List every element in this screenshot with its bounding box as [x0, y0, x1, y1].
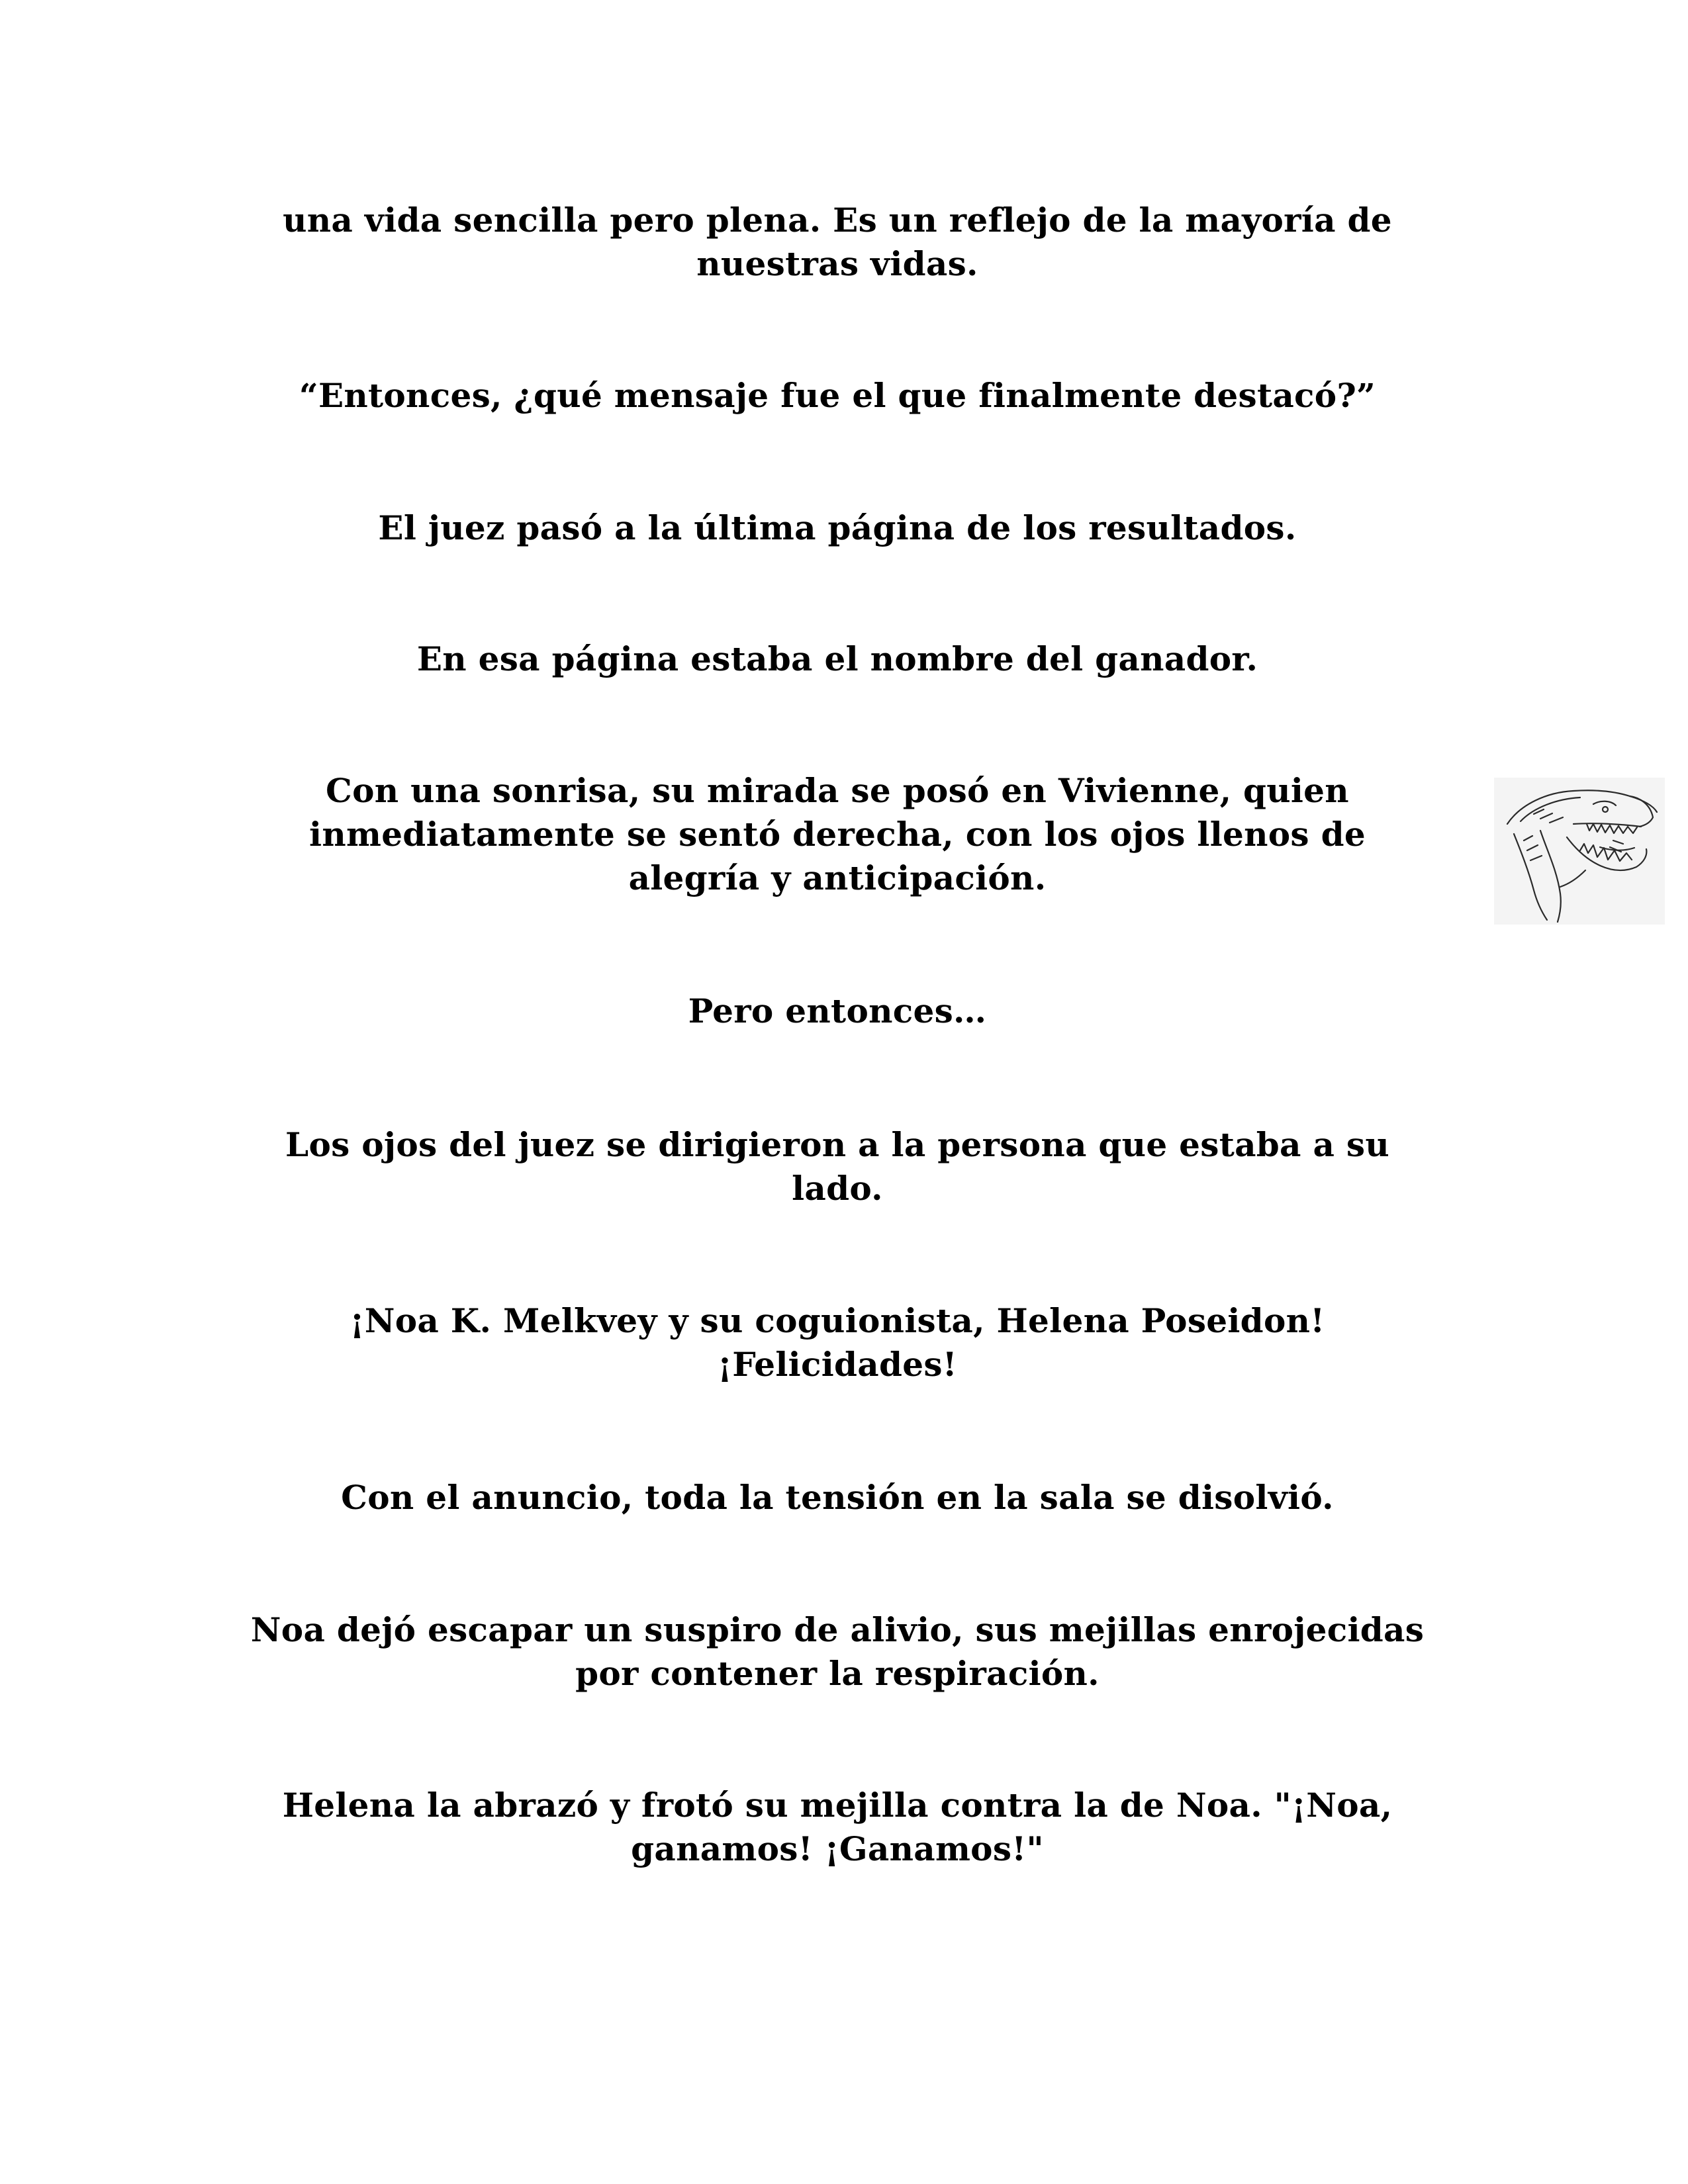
paragraph-line: Con una sonrisa, su mirada se posó en Vivienne, quien — [326, 771, 1349, 810]
paragraph-3 — [199, 506, 1476, 550]
paragraph-line: ¡Felicidades! — [717, 1345, 958, 1384]
paragraph-8 — [199, 1299, 1476, 1387]
paragraph-line: ganamos! ¡Ganamos!" — [631, 1829, 1044, 1868]
paragraph-2 — [199, 374, 1476, 418]
paragraph-7 — [199, 1123, 1476, 1210]
paragraph-line: una vida sencilla pero plena. Es un reflejo de la mayoría de — [283, 201, 1392, 240]
paragraph-line: inmediatamente se sentó derecha, con los ojos llenos de — [309, 815, 1366, 854]
paragraph-11 — [199, 1784, 1476, 1871]
paragraph-line: Helena la abrazó y frotó su mejilla contra la de Noa. "¡Noa, — [282, 1786, 1393, 1825]
paragraph-10 — [199, 1608, 1476, 1696]
paragraph-line: “Entonces, ¿qué mensaje fue el que finalmente destacó?” — [299, 376, 1376, 415]
paragraph-line: Pero entonces… — [688, 991, 987, 1030]
paragraph-line: El juez pasó a la última página de los resultados. — [378, 508, 1297, 547]
paragraph-line: Con el anuncio, toda la tensión en la sala se disolvió. — [341, 1478, 1334, 1517]
paragraph-5 — [199, 769, 1476, 900]
dinosaur-sketch-icon — [1494, 778, 1665, 925]
paragraph-4 — [199, 637, 1476, 681]
paragraph-1 — [199, 199, 1476, 286]
paragraph-line: En esa página estaba el nombre del ganador. — [416, 639, 1258, 678]
paragraph-line: Noa dejó escapar un suspiro de alivio, sus mejillas enrojecidas — [250, 1610, 1425, 1649]
paragraph-6 — [199, 989, 1476, 1033]
paragraph-line: nuestras vidas. — [696, 244, 978, 283]
paragraph-line: ¡Noa K. Melkvey y su coguionista, Helena Poseidon! — [350, 1301, 1325, 1340]
paragraph-9 — [199, 1476, 1476, 1520]
paragraph-line: Los ojos del juez se dirigieron a la persona que estaba a su — [285, 1125, 1389, 1164]
paragraph-line: lado. — [792, 1169, 883, 1208]
paragraph-line: alegría y anticipación. — [628, 858, 1047, 897]
paragraph-line: por contener la respiración. — [575, 1654, 1100, 1693]
